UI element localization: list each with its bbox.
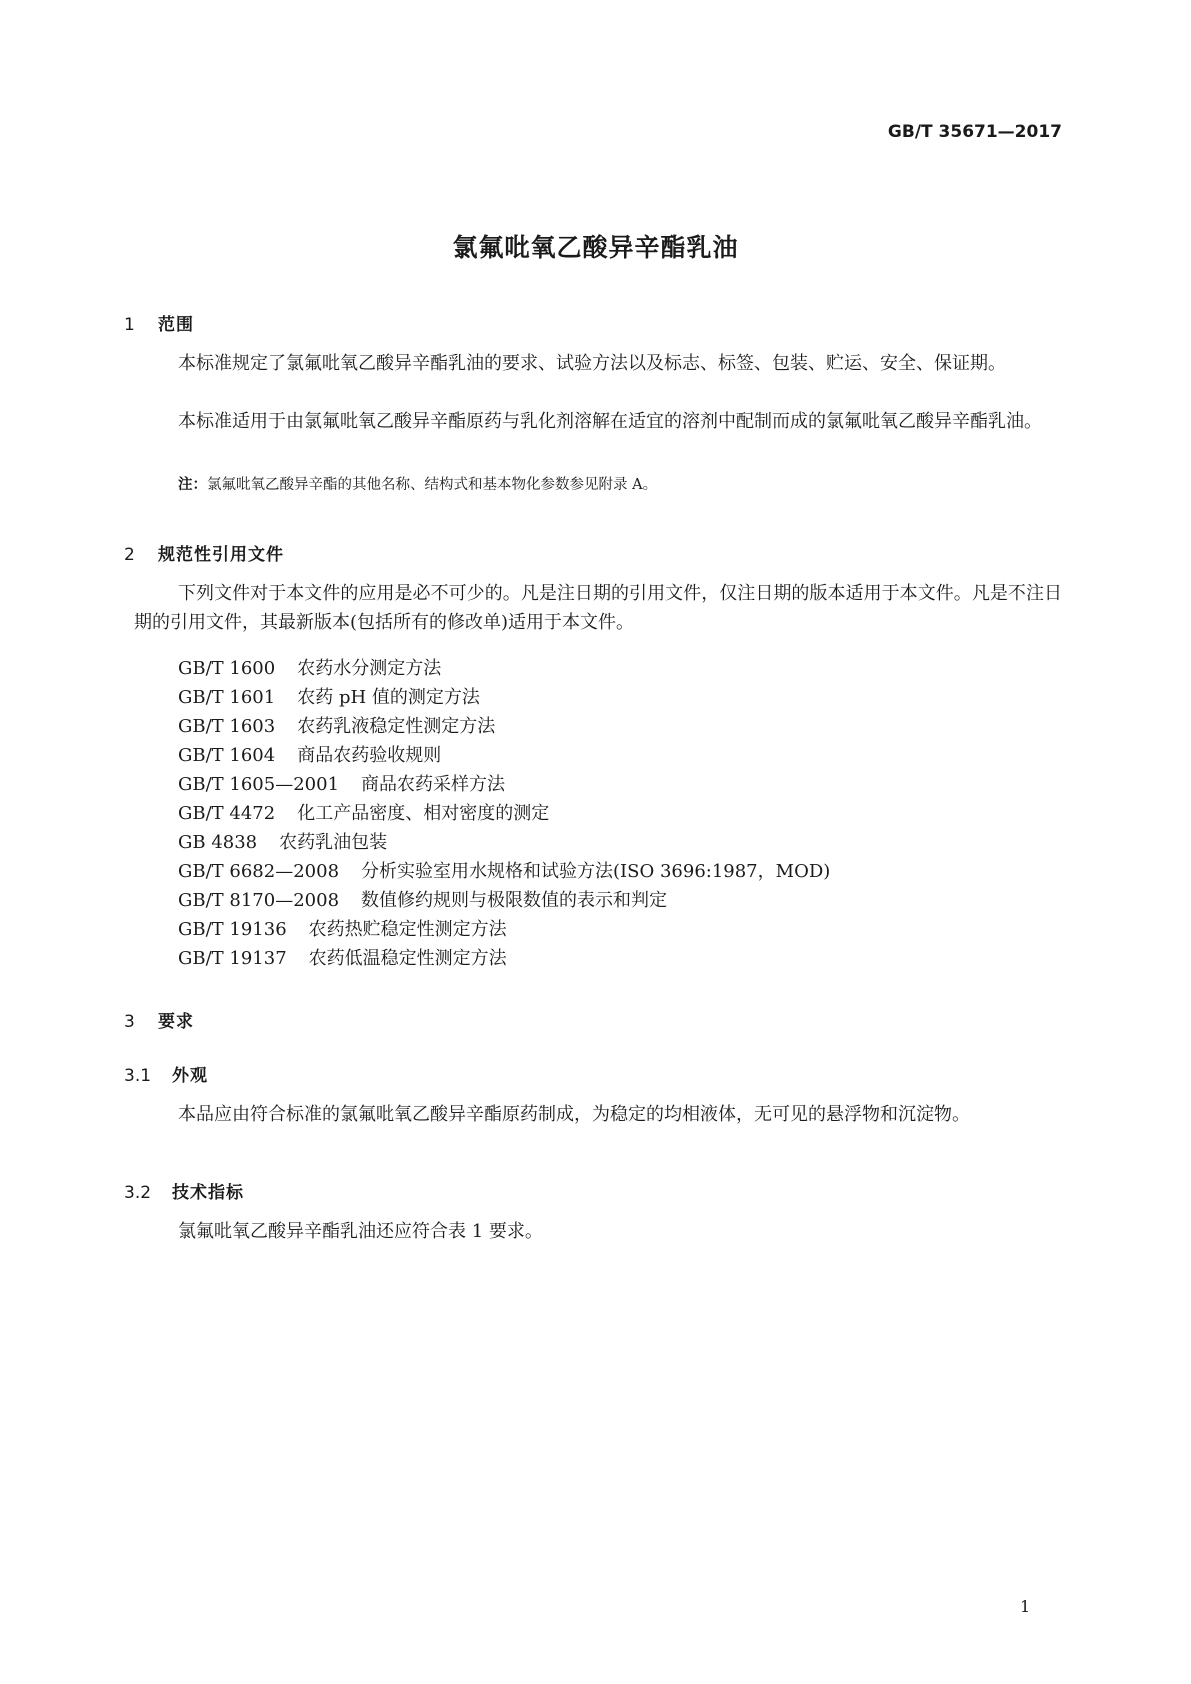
reference-item xyxy=(178,828,387,854)
reference-title: 化工产品密度、相对密度的测定 xyxy=(297,803,550,824)
reference-item xyxy=(178,712,495,738)
reference-item xyxy=(178,886,667,912)
note-text: 氯氟吡氧乙酸异辛酯的其他名称、结构式和基本物化参数参见附录 A。 xyxy=(207,477,658,493)
note-label: 注： xyxy=(178,477,207,493)
technical-indicators-paragraph: 氯氟吡氧乙酸异辛酯乳油还应符合表 1 要求。 xyxy=(178,1221,543,1242)
reference-item xyxy=(178,944,507,970)
reference-title: 农药低温稳定性测定方法 xyxy=(308,948,507,969)
reference-code: GB/T 1601 xyxy=(178,687,276,708)
reference-code: GB/T 4472 xyxy=(178,803,276,824)
subsection-title: 外观 xyxy=(172,1066,208,1086)
scope-note xyxy=(178,473,657,494)
reference-code: GB/T 6682—2008 xyxy=(178,861,340,882)
reference-item xyxy=(178,741,441,767)
reference-code: GB/T 8170—2008 xyxy=(178,890,340,911)
section-1-heading xyxy=(124,310,194,335)
reference-item xyxy=(178,770,505,796)
reference-item xyxy=(178,654,441,680)
reference-code: GB/T 19136 xyxy=(178,919,287,940)
references-intro: 下列文件对于本文件的应用是必不可少的。凡是注日期的引用文件，仅注日期的版本适用于本文件。凡是不注日期的引用文件，其最新版本(包括所有的修改单)适用于本文件。 xyxy=(134,583,1062,633)
page-number: 1 xyxy=(1020,1597,1031,1616)
reference-title: 数值修约规则与极限数值的表示和判定 xyxy=(361,890,668,911)
section-number: 1 xyxy=(124,315,135,335)
section-title: 范围 xyxy=(158,315,194,335)
section-title: 规范性引用文件 xyxy=(158,545,284,565)
reference-code: GB/T 1600 xyxy=(178,658,276,679)
reference-title: 农药水分测定方法 xyxy=(297,658,442,679)
reference-code: GB/T 1603 xyxy=(178,716,276,737)
reference-title: 农药 pH 值的测定方法 xyxy=(297,687,480,708)
reference-item xyxy=(178,799,549,825)
reference-title: 商品农药验收规则 xyxy=(297,745,442,766)
document-title: 氯氟吡氧乙酸异辛酯乳油 xyxy=(452,233,739,262)
reference-title: 农药乳液稳定性测定方法 xyxy=(297,716,496,737)
reference-code: GB/T 19137 xyxy=(178,948,287,969)
subsection-number: 3.1 xyxy=(124,1066,152,1086)
section-2-heading xyxy=(124,540,284,565)
subsection-3-2-heading xyxy=(124,1178,244,1203)
scope-paragraph-1: 本标准规定了氯氟吡氧乙酸异辛酯乳油的要求、试验方法以及标志、标签、包装、贮运、安全、保证期。 xyxy=(178,353,1006,374)
reference-item xyxy=(178,683,480,709)
reference-item xyxy=(178,857,830,883)
reference-code: GB/T 1605—2001 xyxy=(178,774,340,795)
reference-code: GB 4838 xyxy=(178,832,258,853)
reference-code: GB/T 1604 xyxy=(178,745,276,766)
appearance-paragraph: 本品应由符合标准的氯氟吡氧乙酸异辛酯原药制成，为稳定的均相液体，无可见的悬浮物和沉淀物。 xyxy=(178,1104,970,1125)
section-3-heading xyxy=(124,1007,194,1032)
standard-number: GB/T 35671—2017 xyxy=(887,122,1062,142)
reference-title: 分析实验室用水规格和试验方法(ISO 3696:1987，MOD) xyxy=(361,861,831,882)
reference-title: 农药乳油包装 xyxy=(279,832,388,853)
reference-title: 农药热贮稳定性测定方法 xyxy=(308,919,507,940)
reference-item xyxy=(178,915,507,941)
section-number: 2 xyxy=(124,545,135,565)
section-number: 3 xyxy=(124,1012,135,1032)
section-title: 要求 xyxy=(158,1012,194,1032)
subsection-number: 3.2 xyxy=(124,1183,152,1203)
subsection-title: 技术指标 xyxy=(172,1183,244,1203)
subsection-3-1-heading xyxy=(124,1061,208,1086)
scope-paragraph-2: 本标准适用于由氯氟吡氧乙酸异辛酯原药与乳化剂溶解在适宜的溶剂中配制而成的氯氟吡氧乙酸异辛酯乳油。 xyxy=(178,411,1042,432)
reference-title: 商品农药采样方法 xyxy=(361,774,506,795)
